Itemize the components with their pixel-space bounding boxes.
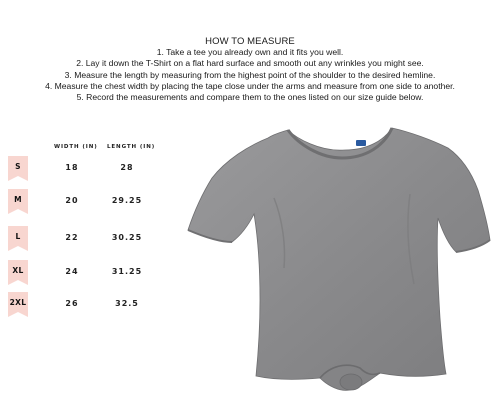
instruction-step-5: 5. Record the measurements and compare them to the ones listed on our size guide below. <box>76 92 424 103</box>
size-label: M <box>14 195 22 204</box>
width-value: 20 <box>65 196 79 205</box>
size-row-2xl <box>0 292 180 322</box>
instruction-step-1: 1. Take a tee you already own and it fits you well. <box>156 47 344 57</box>
tshirt-image <box>170 118 500 400</box>
instructions-title: HOW TO MEASURE <box>205 36 295 47</box>
size-row-xl <box>0 260 180 290</box>
width-column-header: WIDTH (IN) <box>54 144 98 150</box>
width-value: 26 <box>65 299 79 308</box>
width-value: 22 <box>65 233 79 242</box>
length-column-header: LENGTH (IN) <box>107 144 156 150</box>
length-value: 31.25 <box>111 267 143 276</box>
width-value: 18 <box>65 163 79 172</box>
collar-label <box>356 140 366 146</box>
tshirt-icon <box>170 118 500 400</box>
size-label: 2XL <box>9 298 27 307</box>
length-value: 32.5 <box>115 299 139 308</box>
instruction-step-2: 2. Lay it down the T-Shirt on a flat hard surface and smooth out any wrinkles you might see. <box>76 58 424 69</box>
length-value: 30.25 <box>111 233 143 242</box>
size-row-m <box>0 189 180 219</box>
size-guide-table <box>0 138 180 398</box>
size-label: L <box>15 232 21 241</box>
size-label: S <box>15 162 21 171</box>
size-row-l <box>0 226 180 256</box>
length-value: 28 <box>120 163 134 172</box>
measure-instructions <box>0 36 500 103</box>
instruction-step-4: 4. Measure the chest width by placing the tape close under the arms and measure from one side to another. <box>45 80 455 91</box>
instruction-step-3: 3. Measure the length by measuring from the highest point of the shoulder to the desired hemline. <box>64 69 436 80</box>
size-label: XL <box>12 266 24 275</box>
width-value: 24 <box>65 267 79 276</box>
length-value: 29.25 <box>111 196 143 205</box>
size-row-s <box>0 156 180 186</box>
